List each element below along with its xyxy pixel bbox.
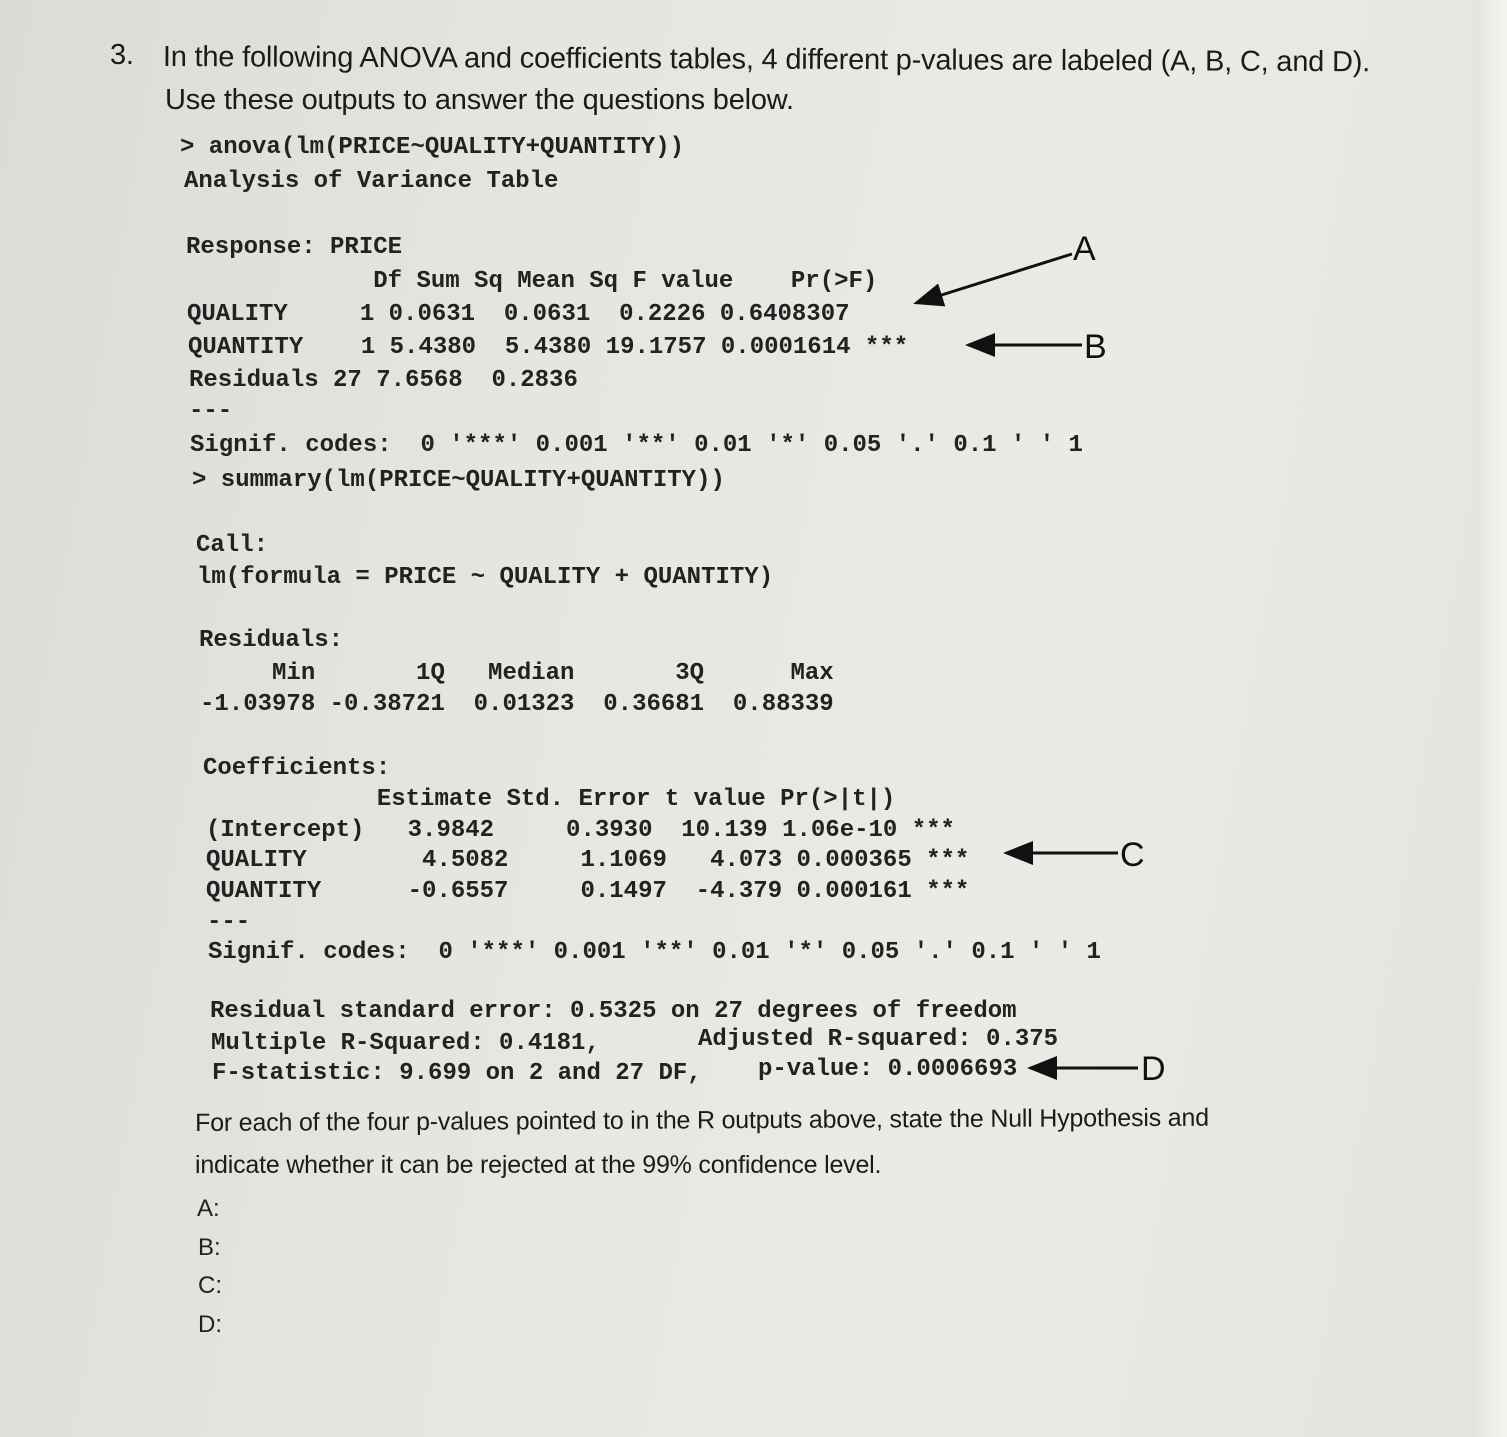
anova-command: > anova(lm(PRICE~QUALITY+QUANTITY)) xyxy=(180,134,685,161)
residuals-header: Min 1Q Median 3Q Max xyxy=(200,660,834,687)
label-b: B xyxy=(1084,328,1107,366)
overall-p-value: p-value: 0.0006693 xyxy=(758,1056,1018,1083)
question-line-1: In the following ANOVA and coefficients tables, 4 different p-values are labeled (A, B, C, and D). xyxy=(162,40,1371,79)
anova-signif-codes: Signif. codes: 0 '***' 0.001 '**' 0.01 '*' 0.05 '.' 0.1 ' ' 1 xyxy=(190,432,1083,459)
answer-d[interactable]: D: xyxy=(198,1311,222,1338)
anova-row-quantity: QUANTITY 1 5.4380 5.4380 19.1757 0.0001614 *** xyxy=(188,334,909,361)
answer-b[interactable]: B: xyxy=(198,1234,221,1261)
question-line-2: Use these outputs to answer the questions below. xyxy=(165,84,794,116)
label-c: C xyxy=(1120,836,1145,874)
call-label: Call: xyxy=(196,532,269,559)
anova-row-quality: QUALITY 1 0.0631 0.0631 0.2226 0.6408307 xyxy=(187,301,850,328)
anova-header: Df Sum Sq Mean Sq F value Pr(>F) xyxy=(186,268,878,295)
f-statistic: F-statistic: 9.699 on 2 and 27 DF, xyxy=(212,1060,702,1087)
coef-signif-codes: Signif. codes: 0 '***' 0.001 '**' 0.01 '*' 0.05 '.' 0.1 ' ' 1 xyxy=(208,939,1101,966)
instructions-line-1: For each of the four p-values pointed to in the R outputs above, state the Null Hypothesis and xyxy=(195,1103,1209,1137)
residuals-values: -1.03978 -0.38721 0.01323 0.36681 0.88339 xyxy=(200,691,834,718)
answer-c[interactable]: C: xyxy=(198,1272,222,1299)
instructions-line-2: indicate whether it can be rejected at the 99% confidence level. xyxy=(195,1151,882,1179)
summary-command: > summary(lm(PRICE~QUALITY+QUANTITY)) xyxy=(192,467,725,494)
coefficients-header: Estimate Std. Error t value Pr(>|t|) xyxy=(204,786,896,813)
coef-row-intercept: (Intercept) 3.9842 0.3930 10.139 1.06e-10 *** xyxy=(206,817,955,844)
arrow-a xyxy=(916,254,1072,303)
question-number: 3. xyxy=(110,39,134,71)
call-formula: lm(formula = PRICE ~ QUALITY + QUANTITY) xyxy=(197,564,774,591)
multiple-r-squared: Multiple R-Squared: 0.4181, xyxy=(211,1030,600,1057)
coef-dashes: --- xyxy=(207,909,251,936)
coef-row-quantity: QUANTITY -0.6557 0.1497 -4.379 0.000161 *** xyxy=(206,878,970,905)
anova-row-residuals: Residuals 27 7.6568 0.2836 xyxy=(189,367,578,394)
label-a: A xyxy=(1073,230,1096,268)
anova-response: Response: PRICE xyxy=(186,234,403,261)
answer-a[interactable]: A: xyxy=(197,1195,220,1222)
residual-standard-error: Residual standard error: 0.5325 on 27 degrees of freedom xyxy=(210,998,1017,1025)
residuals-label: Residuals: xyxy=(199,627,344,654)
adjusted-r-squared: Adjusted R-squared: 0.375 xyxy=(698,1026,1059,1053)
anova-title: Analysis of Variance Table xyxy=(184,168,559,195)
label-d: D xyxy=(1141,1050,1166,1088)
coefficients-label: Coefficients: xyxy=(203,755,391,782)
anova-dashes: --- xyxy=(189,398,233,425)
coef-row-quality: QUALITY 4.5082 1.1069 4.073 0.000365 *** xyxy=(206,847,970,874)
